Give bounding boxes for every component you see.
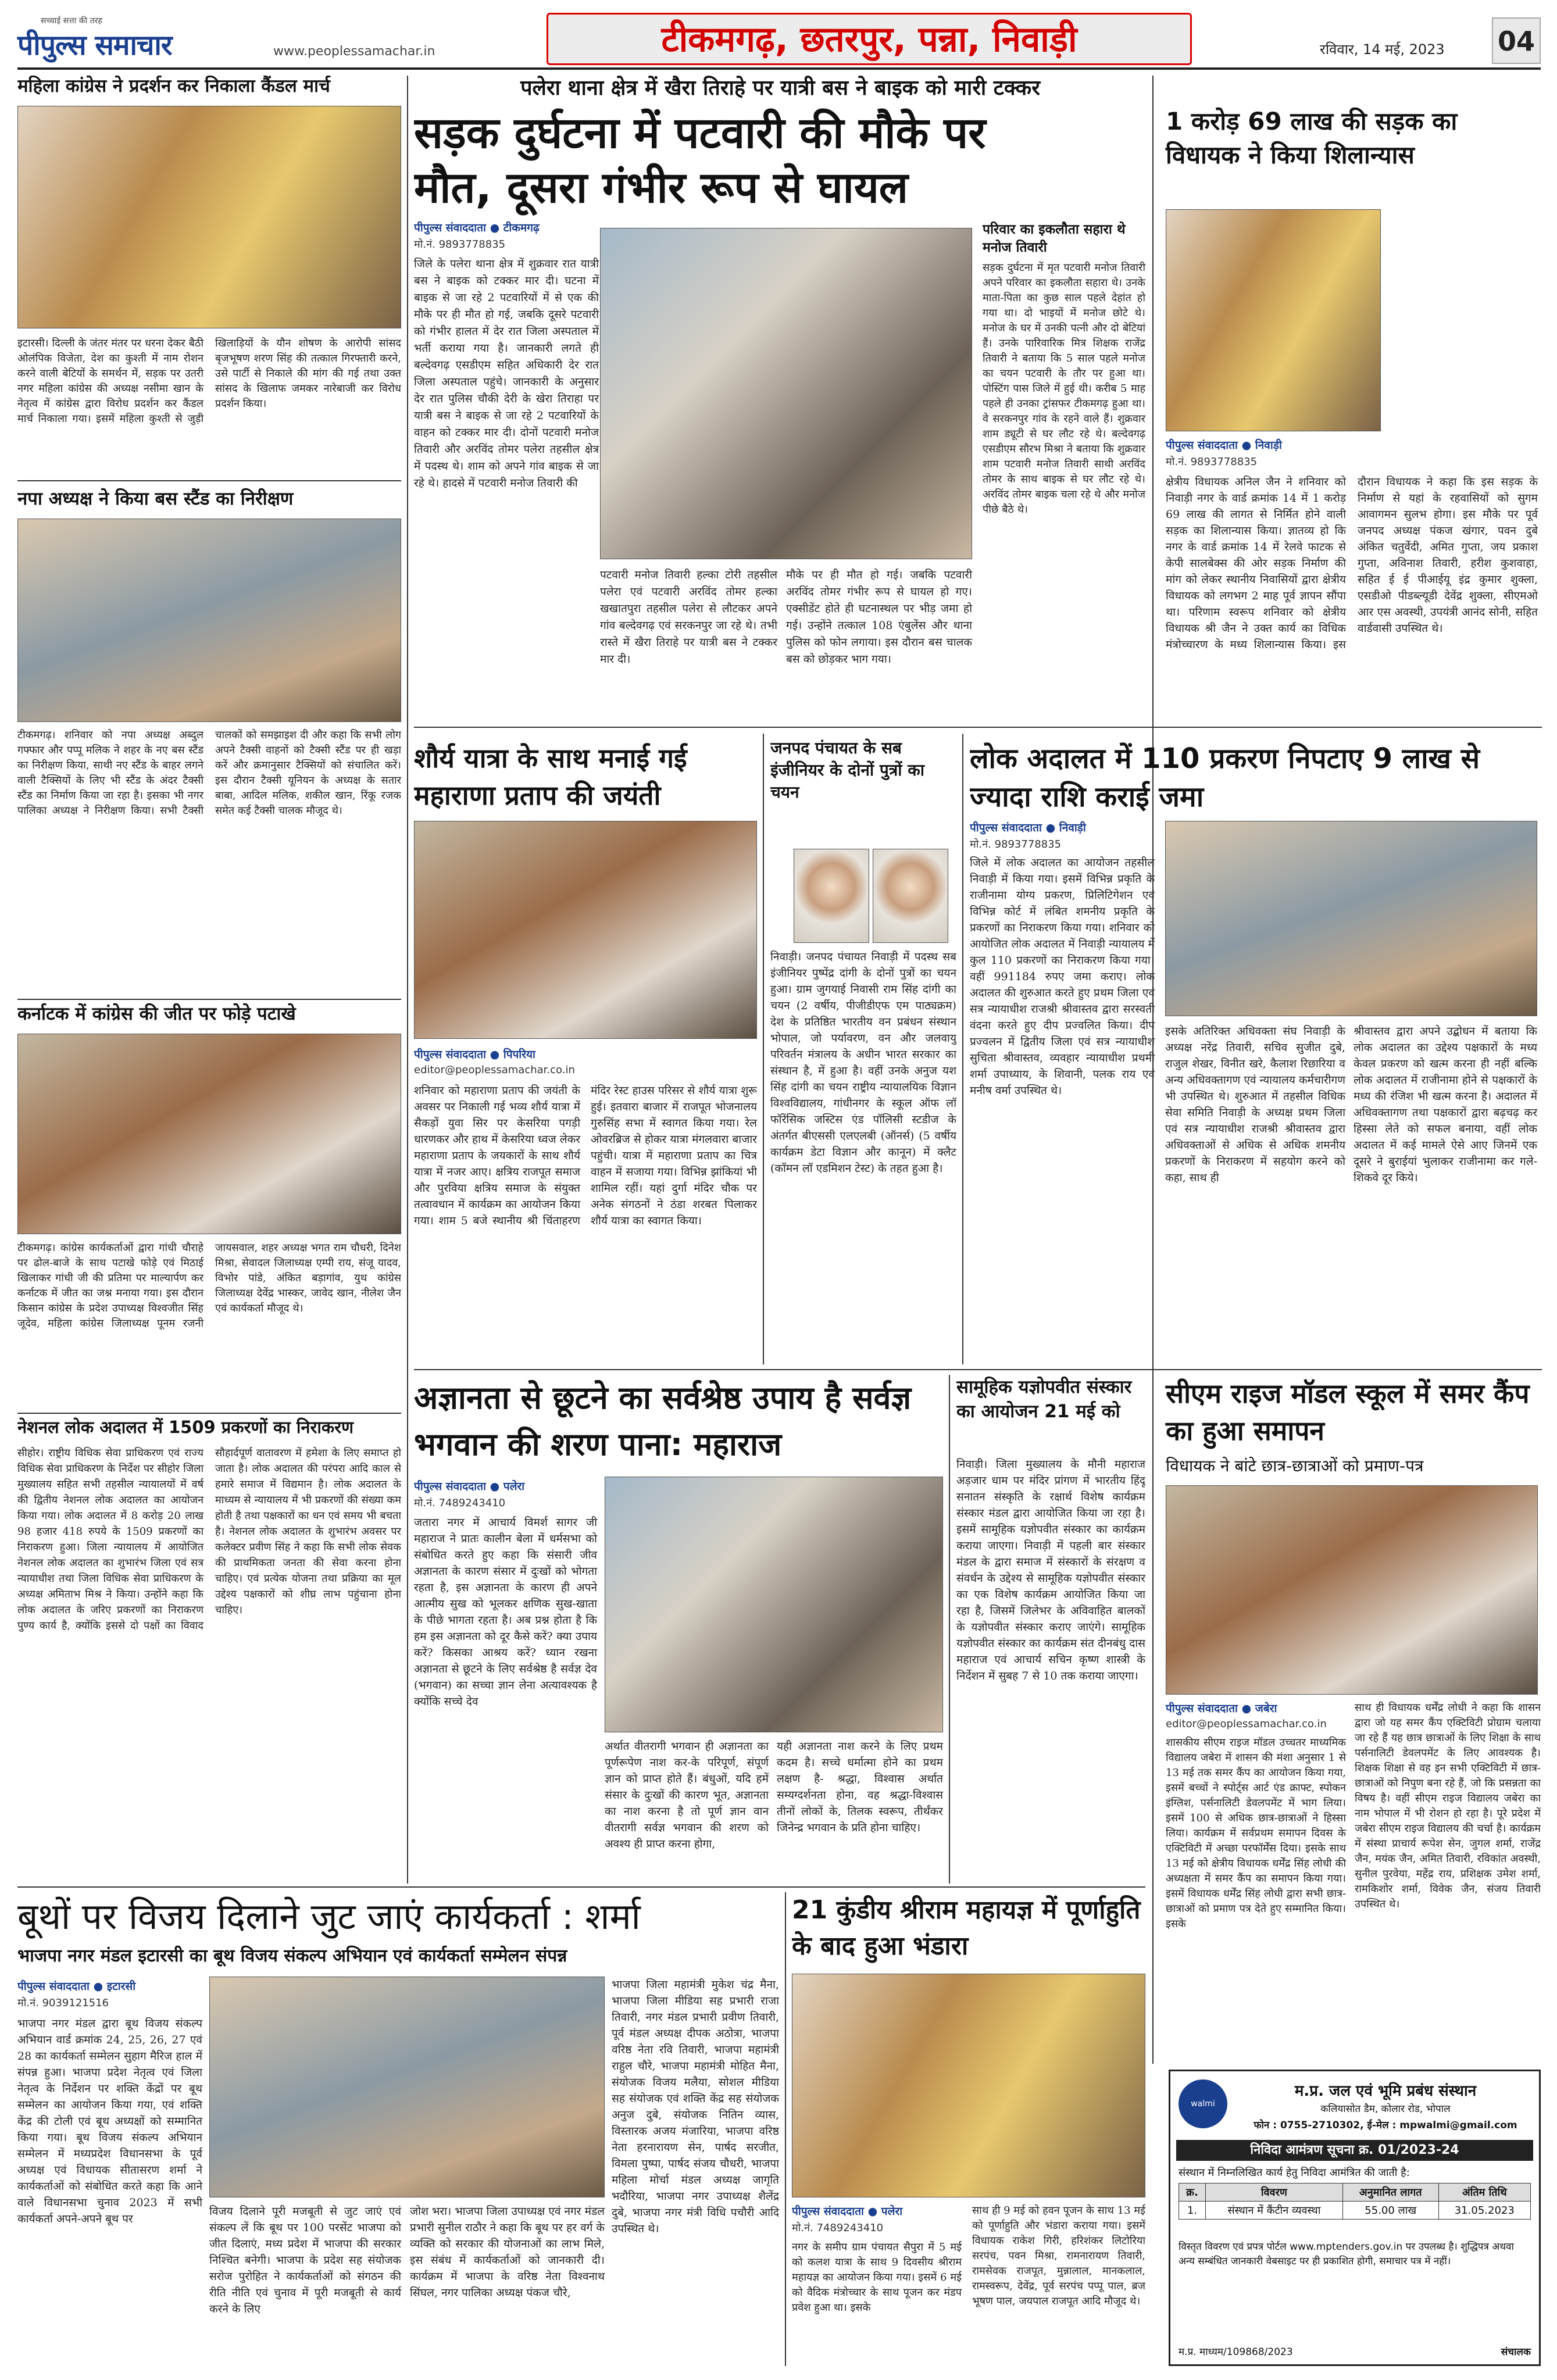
divider [17,1886,1145,1888]
table-cell: 55.00 लाख [1342,2202,1438,2220]
credit-place: निवाड़ी [1255,439,1282,452]
agyanta-mobile: मो.नं. 7489243410 [414,1497,506,1509]
story-cm-rise [1160,1375,1541,2064]
lead-col-2: पटवारी मनोज तिवारी हल्का टोरी तहसील पलेरा एवं पटवारी अरविंद तोमर हल्का खखातपुरा तहसील पलेरा से लौटकर अपने गांव बल्देवगढ़ एवं सरकनपुर जा रहे थे। तभी रास्ते में खैरा तिराहे पर यात्री बस ने टक्कर मार दी। [600,569,777,666]
credit-label: पीपुल्स संवाददाता [414,221,486,234]
booth-col-2: विजय दिलाने पूरी मजबूती से जुट जाएं एवं संकल्प लें कि बूथ पर 100 परसेंट भाजपा को जीत दिलाएं, मध्य प्रदेश में भाजपा की सरकार निश्चित बनेगी। भाजपा के प्रदेश सह संयोजक सरोज पुरोहित ने कार्यकर्ताओं को संगठन की रीति नीति एवं चुनाव में पूरी मजबूती से कार्य करने के लिए [209,2205,401,2315]
story-road-foundation-text: क्षेत्रीय विधायक अनिल जैन ने शनिवार को निवाड़ी नगर के वार्ड क्रमांक 14 में 1 करोड़ 69 लाख की लागत से निर्मित होने वाली सड़क का शिलान्यास किया। ज्ञातव्य हो कि नगर के वार्ड क्रमांक 14 में रेलवे फाटक से केपी सालबेक्स की ओर सड़क निर्माण की मांग को लेकर स्थानीय निवासियों द्वारा क्षेत्रीय विधायक को लगभग 2 माह पूर्व ज्ञापन सौंपा था। परिणाम स्वरूप शनिवार को क्षेत्रीय विधायक श्री जैन ने उक्त कार्य का विधिक मंत्रोच्चारण के मध्य शिलान्यास किया। इस दौरान विधायक ने कहा कि इस सड़क के निर्माण से यहां के रहवासियों को सुगम आवागमन सुलभ होगा। इस मौके पर पूर्व जनपद अध्यक्ष पंकज खंगार, पवन दुबे अंकित चतुर्वेदी, अमित गुप्ता, जय प्रकाश गुप्ता, अविनाश तिवारी, हरीश कुशवाहा, सहित ई ई पीआईयू इंद्र कुमार शुक्ला, एसडीओ पीडब्ल्यूडी देवेंद्र शुक्ला, सीएमओ आर एस अवस्थी, उपयंत्री आनंद सोनी, सहित वार्डवासी उपस्थित थे। [1166,476,1538,651]
story-candle-march-title: महिला कांग्रेस ने प्रदर्शन कर निकाला कैंडल मार्च [17,76,330,97]
agyanta-col-3: यही अज्ञानता नाश करने के लिए प्रथम कदम है। सच्चे धर्मात्मा होने का प्रथम लक्षण है- श्रद्धा, विश्वास अर्थात सम्यग्दर्शनता होना, वह श्रद्धा-विश्वास तीनों लोकों के, तिलक स्वरूप, तीर्थंकर जिनेन्द्र भगवान के प्रति होना चाहिए। [777,1740,943,1834]
story-kundiya-title: 21 कुंडीय श्रीराम महायज्ञ में पूर्णाहुति के बाद हुआ भंडारा [792,1895,1141,1961]
lead-story [414,76,1147,721]
agyanta-col-1: जतारा नगर में आचार्य विमर्श सागर जी महाराज ने प्रातः कालीन बेला में धर्मसभा को संबोधित करते हुए कहा कि संसारी जीव अज्ञानता के कारण संसार में दुःखों को भोगता रहता है, इस अज्ञानता के कारण ही अपने आत्मीय सुख को भूलकर क्षणिक सुख-खाता के पीछे भागता रहता है। अब प्रश्न होता है कि हम इस अज्ञानता को दूर कैसे करें? क्या उपाय करें? किसका आश्रय करें? ध्यान रखना अज्ञानता से छूटने के लिए सर्वश्रेष्ठ है सर्वज्ञ देव (भगवान) का सच्चा ज्ञान लेना अत्यावश्यक है क्योंकि सच्चे देव [414,1516,597,1708]
lok-credit: पीपुल्स संवाददाता ● निवाड़ी [970,821,1086,834]
kundiya-col-2: साथ ही 9 मई को हवन पूजन के साथ 13 मई को पूर्णाहुति और भंडारा कराया गया। इसमें विधायक राकेश गिरी, हरिशंकर लिटोरिया सरपंच, पवन मिश्रा, रामनारायण तिवारी, रामसेवक राजपूत, मुन्नालाल, मानकलाल, रामस्वरूप, देवेंद्र, पूर्व सरपंच पप्पू पाल, ब्रज भूषण पाल, जयपाल राजपूत आदि मौजूद थे। [972,2204,1145,2307]
table-header-cell: विवरण [1205,2184,1342,2202]
booth-col-1: भाजपा नगर मंडल द्वारा बूथ विजय संकल्प अभियान वार्ड क्रमांक 24, 25, 26, 27 एवं 28 का कार्यकर्ता सम्मेलन सुहाग मैरिज हाल में संपन्न हुआ। भाजपा प्रदेश नेतृत्व एवं जिला नेतृत्व के निर्देशन पर शक्ति केंद्रों पर बूथ सम्मेलन का आयोजन किया गया, एवं शक्ति केंद्र की टोली एवं बूथ अध्यक्षों को सम्मानित किया गया। बूथ विजय संकल्प अभियान सम्मेलन में मध्यप्रदेश विधानसभा के पूर्व अध्यक्ष एवं विधायक सीतासरण शर्मा ने कार्यकर्ताओं को संबोधित करते कहा कि आने वाले विधानसभा चुनाव 2023 में सभी कार्यकर्ता अपने-अपने बूथ पर [17,2017,202,2225]
story-road-foundation-title: 1 करोड़ 69 लाख की सड़क का विधायक ने किया शिलान्यास [1166,107,1458,169]
divider [17,1413,401,1414]
divider [17,480,401,481]
photo-karnataka [17,1034,401,1234]
booth-credit: पीपुल्स संवाददाता ● इटारसी [17,1980,136,1993]
story-bus-stand-text: टीकमगढ़। शनिवार को नपा अध्यक्ष अब्दुल गफ्फार और पप्पू मलिक ने शहर के नए बस स्टैंड का निरीक्षण किया, साथी नए स्टैंड के बाहर लगने वाली टैक्सियों के लिए भी स्टैंड के अंदर टैक्सी स्टैंड का निर्माण किया जा रहा है। इसका भी नगर पालिका अध्यक्ष ने निरीक्षण किया। सभी टैक्सी चालकों को समझाइश दी और कहा कि सभी लोग अपने टैक्सी वाहनों को टैक्सी स्टैंड पर ही खड़ा करें और क्रमानुसार टैक्सियों को संचालित करें। इस दौरान टैक्सी यूनियन के अध्यक्ष के सतार बाबा, आदिल मलिक, शकील खान, रिंकू रजक समेत कई टैक्सी चालक मौजूद थे। [17,729,401,817]
masthead [17,12,1541,70]
table-header-cell: अनुमानित लागत [1342,2184,1438,2202]
column-rule [949,1375,950,1884]
photo-road-foundation [1166,209,1381,431]
photo-shaurya-yatra [414,821,757,1039]
booth-mobile: मो.नं. 9039121516 [17,1997,109,2009]
lead-sidebar-title: परिवार का इकलौता सहारा थे मनोज तिवारी [983,222,1126,255]
photo-candle-march [17,106,401,328]
edition-title: टीकमगढ़, छतरपुर, पन्ना, निवाड़ी [661,19,1077,60]
credit-label: पीपुल्स संवाददाता [414,1480,486,1493]
logo-name: पीपुल्स समाचार [17,29,172,62]
story-karnataka-title: कर्नाटक में कांग्रेस की जीत पर फोड़े पटाखे [17,1003,296,1024]
newspaper-logo [17,15,262,66]
story-bus-stand-title: नपा अध्यक्ष ने किया बस स्टैंड का निरीक्षण [17,488,294,509]
ad-organization: म.प्र. जल एवं भूमि प्रबंध संस्थान [1294,2082,1477,2100]
story-cm-rise-title: सीएम राइज मॉडल स्कूल में समर कैंप का हुआ समापन [1166,1378,1530,1446]
story-janpad-text: निवाड़ी। जनपद पंचायत निवाड़ी में पदस्थ सब इंजीनियर पुष्पेंद्र दांगी के दोनों पुत्रों का चयन हुआ। ग्राम जुगयाई निवासी राम सिंह दांगी का चयन (2 वर्षीय, पीजीडीएफ एम पाठ्यक्रम) देश के प्रतिष्ठित भारतीय वन प्रबंधन संस्थान भोपाल, जो पर्यावरण, वन और जलवायु परिवर्तन मंत्रालय के अधीन भारत सरकार का संस्थान है, में हुआ है। वहीं उनके अनुज यश सिंह दांगी का चयन राष्ट्रीय न्यायालयिक विज्ञान विश्वविद्यालय, गांधीनगर के स्कूल ऑफ लॉ फॉरेंसिक जस्टिस एंड पॉलिसी स्टडीज के अंतर्गत बीएससी एलएलबी (ऑनर्स) (5 वर्षीय कार्यक्रम डेटा विज्ञान और कानून) में क्लैट (कॉमन लॉ एडमिशन टेस्ट) के तहत हुआ है। [770,950,956,1175]
ad-notice-banner: निविदा आमंत्रण सूचना क्र. 01/2023-24 [1176,2140,1533,2161]
story-janpad [770,734,956,1364]
cm-rise-email: editor@peoplessamachar.co.in [1166,1718,1327,1730]
story-national-lok-adalat-text: सीहोर। राष्ट्रीय विधिक सेवा प्राधिकरण एवं राज्य विधिक सेवा प्राधिकरण के निर्देश पर सीहोर जिला मुख्यालय सहित सभी तहसील न्यायालयों में वर्ष की द्वितीय नेशनल लोक अदालत का आयोजन किया गया। लोक अदालत में 8 करोड़ 20 लाख 98 हजार 418 रुपये के 1509 प्रकरणों का निराकरण हुआ। जिला न्यायालय में आयोजित नेशनल लोक अदालत का शुभारंभ जिला एवं सत्र न्यायाधीश तथा जिला विधिक सेवा प्राधिकरण के अध्यक्ष अमिताभ मिश्र ने किया। उन्होंने कहा कि लोक अदालत के जरिए प्रकरणों का निराकरण पुण्य कार्य है, क्योंकि इससे दो पक्षों का विवाद सौहार्दपूर्ण वातावरण में हमेशा के लिए समाप्त हो जाता है। लोक अदालत की परंपरा आदि काल से हमारे समाज में विद्यमान है। लोक अदालत के माध्यम से न्यायालय में भी प्रकरणों की संख्या कम होती है तथा पक्षकारों का धन एवं समय भी बचता है। नेशनल लोक अदालत के शुभारंभ अवसर पर कलेक्टर प्रवीण सिंह ने कहा कि सभी लोक सेवक की प्राथमिकता जनता की सेवा करना होना चाहिए। एवं प्रत्येक योजना तथा प्रक्रिया का मूल उद्देश्य पक्षकारों को शीघ्र लाभ पहुंचाना होना चाहिए। [17,1447,401,1632]
credit-label: पीपुल्स संवाददाता [970,821,1042,834]
ad-reference: म.प्र. माध्यम/109868/2023 [1179,2346,1293,2358]
story-candle-march-text: इटारसी। दिल्ली के जंतर मंतर पर धरना देकर बैठी ओलंपिक विजेता, देश का कुश्ती में नाम रोशन करने वाली बेटियों के समर्थन में, सड़क पर उतरी नगर महिला कांग्रेस की अध्यक्ष नसीमा खान के नेतृत्व में कांग्रेस द्वारा विरोध प्रदर्शन कर कैंडल मार्च निकाला गया। इसमें महिला कुश्ती से जुड़ी खिलाड़ियों के यौन शोषण के आरोपी सांसद बृजभूषण शरण सिंह की तत्काल गिरफ्तारी करने, उसे पार्टी से निकाले की मांग की गई तथा उक्त सांसद के खिलाफ जमकर नारेबाजी कर विरोध प्रदर्शन किया। [17,337,401,425]
credit-place: टीकमगढ़ [503,221,540,234]
story-booth-subtitle: भाजपा नगर मंडल इटारसी का बूथ विजय संकल्प अभियान एवं कार्यकर्ता सम्मेलन संपन्न [17,1946,567,1966]
lead-headline: सड़क दुर्घटना में पटवारी की मौके पर मौत, दूसरा गंभीर रूप से घायल [414,108,986,213]
logo-tagline: सच्चाई सत्ता की तरह [41,16,102,26]
tender-advertisement [1169,2070,1541,2366]
column-rule [962,734,963,1364]
ad-lead-text: संस्थान में निम्नलिखित कार्य हेतु निविदा आमंत्रित की जाती है: [1179,2167,1410,2179]
lok-col-2: इसके अतिरिक्त अधिवक्ता संघ निवाड़ी के अध्यक्ष नरेंद्र तिवारी, सचिव सुजीत दुबे, राजुल शेखर, विनीत खरे, कैलाश रिछारिया व अन्य अधिवक्तागण एवं न्यायालय कर्मचारीगण भी उपस्थित थे। शुरुआत में तहसील विधिक सेवा समिति निवाड़ी के अध्यक्ष प्रथम जिला एवं सत्र न्यायाधीश राजश्री श्रीवास्तव द्वारा अधिवक्ताओं से अधिक से अधिक शमनीय प्रकरणों के निराकरण में सहयोग करने को कहा, साथ ही [1165,1025,1345,1184]
photo-summer-camp [1166,1485,1538,1695]
credit-label: पीपुल्स संवाददाता [792,2205,864,2218]
story-national-lok-adalat-title: नेशनल लोक अदालत में 1509 प्रकरणों का निराकरण [17,1417,353,1437]
story-booth-title: बूथों पर विजय दिलाने जुट जाएं कार्यकर्ता : शर्मा [17,1895,641,1938]
left-column [17,76,401,1413]
cm-rise-col-1: शासकीय सीएम राइज मॉडल उच्चतर माध्यमिक विद्यालय जबेरा में शासन की मंशा अनुसार 1 से 13 मई तक समर कैंप का आयोजन किया गया, इसमें बच्चों ने स्पोर्ट्स आर्ट एंड क्राफ्ट, स्पोकन इंग्लिश, पर्सनालिटी डेवलपमेंट में भाग लिया। इसमें 100 से अधिक छात्र-छात्राओं ने हिस्सा लिया। कार्यक्रम में सर्वप्रथम समापन दिवस के एक्टिविटी में अच्छा परफॉर्मेंस दिया। इसके साथ 13 मई को क्षेत्रीय विधायक धर्मेंद्र सिंह लोधी की अध्यक्षता में समर कैंप का समापन किया गया। इसमें विधायक धर्मेंद्र सिंह लोधी द्वारा सभी छात्र-छात्राओं को प्रमाण पत्र देते हुए सम्मानित किया। इसके [1166,1736,1346,1930]
story-kundiya [792,1892,1145,2366]
photo-accident [600,228,972,559]
credit-place: निवाड़ी [1059,821,1086,834]
ad-signatory: संचालक [1501,2346,1531,2358]
photo-lok-adalat [1165,821,1537,1016]
credit-label: पीपुल्स संवाददाता [17,1980,90,1993]
ad-address: कलियासोत डैम, कोलार रोड, भोपाल [1320,2103,1451,2115]
story-shaurya-text: शनिवार को महाराणा प्रताप की जयंती के अवसर पर निकाली गई भव्य शौर्य यात्रा में सैकड़ों युवा सिर पर केसरिया पगड़ी धारणकर और हाथ में केसरिया ध्वज लेकर महाराणा प्रताप के जयकारों के साथ शौर्य यात्रा में नजर आए। क्षत्रिय राजपूत समाज और पुरविया क्षत्रिय समाज के संयुक्त तत्वावधान में कार्यक्रम का आयोजन किया गया। शाम 5 बजे स्थानीय श्री चिंताहरण मंदिर रेस्ट हाउस परिसर से शौर्य यात्रा शुरू हुई। इतवारा बाजार में राजपूत भोजनालय गुरुसिंह सभा में स्वागत किया गया। रेल ओवरब्रिज से होकर यात्रा मंगलवारा बाजार पहुंची। यात्रा में महाराणा प्रताप का चित्र वाहन में सजाया गया। विभिन्न झांकियां भी शामिल रहीं। यहां दुर्गा मंदिर चौक पर अनेक संगठनों ने ठंडा शरबत पिलाकर शौर्य यात्रा का स्वागत किया। [414,1084,757,1227]
kundiya-col-1: नगर के समीप ग्राम पंचायत सैपुरा में 5 मई को कलश यात्रा के साथ 9 दिवसीय श्रीराम महायज्ञ का आयोजन किया गया। इसमें 6 मई को वैदिक मंत्रोच्चार के साथ पूजन कर मंडप प्रवेश हुआ था। इसके [792,2241,962,2314]
booth-col-4: भाजपा जिला महामंत्री मुकेश चंद्र मैना, भाजपा जिला मीडिया सह प्रभारी राजा तिवारी, नगर मंडल प्रभारी प्रवीण तिवारी, पूर्व मंडल अध्यक्ष दीपक अठोत्रा, भाजपा वरिष्ठ नेता रवि तिवारी, भाजपा महामंत्री राहुल चौरे, भाजपा महामंत्री मोहित मैना, संयोजक विजय मलैया, सोशल मीडिया सह संयोजक एवं शक्ति केंद्र सह संयोजक अनुज दुबे, संयोजक नितिन व्यास, विस्तारक अजय मंजारिया, भाजपा वरिष्ठ नेता हरनारायण सेन, पार्षद सरजीत, विमला पुष्पा, पार्षद संजय चौधरी, भाजपा महिला मोर्चा मंडल अध्यक्ष जागृति भदौरिया, भाजपा नगर उपाध्यक्ष शैलेंद्र दुबे, भाजपा नगर मंत्री विधि पचौरी आदि उपस्थित थे। [612,1978,779,2235]
story-lok-adalat [970,734,1541,1364]
story-agyanta-title: अज्ञानता से छूटने का सर्वश्रेष्ठ उपाय है सर्वज्ञ भगवान की शरण पाना: महाराज [414,1380,912,1463]
road-mobile: मो.नं. 9893778835 [1166,456,1258,468]
lead-sidebar-text: सड़क दुर्घटना में मृत पटवारी मनोज तिवारी अपने परिवार का इकलौता सहारा थे। उनके माता-पिता का कुछ साल पहले देहांत हो गया था। दो भाइयों में मनोज छोटे थे। मनोज के घर में उनकी पत्नी और दो बेटियां हैं। उनके पारिवारिक मित्र शिक्षक राजेंद्र तिवारी ने बताया कि 5 साल पहले मनोज का चयन पटवारी के तौर पर हुआ था। पोस्टिंग पास जिले में हुई थी। करीब 5 माह पहले ही उनका ट्रांसफर टीकमगढ़ हुआ था। वे सरकनपुर गांव के रहने वाले हैं। शुक्रवार शाम ड्यूटी से घर लौट रहे थे। बल्देवगढ़ एसडीएम सौरभ मिश्रा ने बताया कि शुक्रवार शाम पटवारी मनोज तिवारी साथी अरविंद तोमर के साथ बाइक से घर लौट रहे थे। अरविंद तोमर बाइक चला रहे थे और मनोज पीछे बैठे थे। [983,262,1145,516]
shaurya-credit: पीपुल्स संवाददाता ● पिपरिया [414,1048,535,1061]
edition-banner [547,13,1192,65]
photo-bus-stand [17,519,401,722]
story-lok-adalat-title: लोक अदालत में 110 प्रकरण निपटाए 9 लाख से ज्यादा राशि कराई जमा [970,742,1480,813]
story-booth [17,1892,779,2366]
table-row [1179,2202,1531,2220]
table-header-cell: अंतिम तिथि [1438,2184,1530,2202]
lead-kicker: पलेरा थाना क्षेत्र में खैरा तिराहे पर यात्री बस ने बाइक को मारी टक्कर [520,76,1040,100]
story-national-lok-adalat [17,1413,401,1884]
road-credit: पीपुल्स संवाददाता ● निवाड़ी [1166,439,1282,452]
credit-place: पलेरा [881,2205,903,2218]
column-rule [763,734,764,1364]
photo-son-2 [873,849,948,943]
column-rule [785,1892,786,2366]
lead-col-1: जिले के पलेरा थाना क्षेत्र में शुक्रवार रात यात्री बस ने बाइक को टक्कर मार दी। घटना में बाइक से जा रहे 2 पटवारियों में से एक की मौके पर ही मौत हो गई, जबकि दूसरे पटवारी को गंभीर हालत में देर रात जिला अस्पताल में भर्ती कराया गया है। जानकारी लगते ही बल्देवगढ़ एसडीएम सहित अधिकारी देर रात जिला अस्पताल पहुंचे। जानकारी के अनुसार देर रात पुलिस चौकी देरी के खेरा तिराहा पर यात्री बस ने बाइक से जा रहे 2 पटवारियों के वाहन को टक्कर मार दी। दोनों पटवारी मनोज तिवारी और अरविंद तोमर पलेरा तहसील क्षेत्र में पदस्थ थे। शाम को अपने गांव बाइक से जा रहे थे। हादसे में पटवारी मनोज तिवारी की [414,258,599,489]
story-janpad-title: जनपद पंचायत के सब इंजीनियर के दोनों पुत्रों का चयन [770,738,925,802]
cm-rise-credit: पीपुल्स संवाददाता ● जबेरा [1166,1702,1277,1715]
lok-mobile: मो.नं. 9893778835 [970,838,1062,850]
cm-rise-col-2: साथ ही विधायक धर्मेंद्र लोधी ने कहा कि शासन द्वारा जो यह समर कैंप एक्टिविटी प्रोग्राम चलाया जा रहे हैं यह छात्र छात्राओं के लिए शिक्षा के साथ पर्सनालिटी डेवलपमेंट के लिए आवश्यक है। शिक्षक शिक्षा से वह इन सभी एक्टिविटी में छात्र-छात्राओं को निपुण बना रहे हैं, जो कि प्रसन्नता का विषय है। वहीं सीएम राइज विद्यालय जबेरा का नाम भोपाल में भी रोशन हो रहा है। पूरे प्रदेश में जबेरा सीएम राइज विद्यालय की चर्चा है। कार्यक्रम में संस्था प्राचार्य रूपेश सेन, जुगल शर्मा, राजेंद्र जैन, मयंक जैन, अमित तिवारी, रविकांत अवस्थी, सुनील पुरवेया, महेंद्र राय, प्रशिक्षक उमेश शर्मा, रामकिशोर शर्मा, विवेक जैन, संजय तिवारी उपस्थित थे। [1355,1702,1541,1910]
lead-col-3: मौके पर ही मौत हो गई। जबकि पटवारी अरविंद तोमर गंभीर रूप से घायल हो गए। एक्सीडेंट होते ही घटनास्थल पर भीड़ जमा हो गई। उन्होंने तत्काल 108 एंबुलेंस और थाना पुलिस को फोन लगाया। इस दौरान बस चालक बस को छोड़कर भाग गया। [786,569,972,666]
booth-col-3: जोश भरा। भाजपा जिला उपाध्यक्ष एवं नगर मंडल प्रभारी सुनील राठौर ने कहा कि बूथ पर हर वर्ग के व्यक्ति को सरकार की योजनाओं का लाभ मिले, इस संबंध में कार्यकर्ताओं को जानकारी दी। कार्यक्रम में भाजपा के वरिष्ठ नेता विश्वनाथ सिंघल, नगर पालिका अध्यक्ष पंकज चौरे, [410,2205,605,2299]
table-header-cell: क्र. [1179,2184,1206,2202]
credit-place: पिपरिया [503,1048,535,1061]
photo-booth-meeting [209,1977,605,2197]
kundiya-mobile: मो.नं. 7489243410 [792,2222,884,2234]
lok-col-3: श्रीवास्तव द्वारा अपने उद्बोधन में बताया कि लोक अदालत का उद्देश्य पक्षकारों के मध्य केवल प्रकरण को खत्म करना ही नहीं बल्कि लोक अदालत में राजीनामा होने से पक्षकारों के मध्य की रंजिश भी खत्म करना है। अदालत में अधिवक्तागण तथा पक्षकारों द्वारा बढ़चढ़ कर हिस्सा लेते को सफल बनाया, वहीं लोक अदालत में कई मामले ऐसे आए जिनमें एक दूसरे ने बुराईयां भुलाकर राजीनामा कर गले-शिकवे दूर किये। [1354,1025,1537,1184]
credit-place: जबेरा [1255,1702,1277,1715]
table-cell: संस्थान में कैंटीन व्यवस्था [1205,2202,1342,2220]
table-cell: 31.05.2023 [1438,2202,1530,2220]
photo-mahayagya [792,1974,1145,2197]
divider [414,727,1542,728]
column-rule [407,76,408,1884]
table-header-row [1179,2184,1531,2202]
story-yagyopavit-title: सामूहिक यज्ञोपवीत संस्कार का आयोजन 21 मई को [956,1377,1132,1422]
credit-label: पीपुल्स संवाददाता [1166,439,1238,452]
credit-label: पीपुल्स संवाददाता [1166,1702,1238,1715]
agyanta-credit: पीपुल्स संवाददाता ● पलेरा [414,1480,525,1493]
table-cell: 1. [1179,2202,1206,2220]
ad-tender-table [1179,2183,1531,2220]
ad-contact: फोन : 0755-2710302, ई-मेल : mpwalmi@gmail.com [1254,2120,1517,2131]
agyanta-col-2: अर्थात वीतरागी भगवान ही अज्ञानता का पूर्णरूपेण नाश कर-के परिपूर्ण, संपूर्ण ज्ञान को प्राप्त होते हैं। बंधुओं, यदि हमें संसार के दुःखों की कारण भूत, अज्ञानता का नाश करना है तो पूर्ण ज्ञान वान वीतरागी सर्वज्ञ भगवान की शरण को अवश्य ही प्राप्त करना होगा, [605,1740,769,1850]
story-shaurya-title: शौर्य यात्रा के साथ मनाई गई महाराणा प्रताप की जयंती [414,742,687,811]
lok-col-1: जिले में लोक अदालत का आयोजन तहसील निवाड़ी में किया गया। इसमें विभिन्न प्रकृति के राजीनामा योग्य प्रकरण, प्रिलिटिगेशन एवं विभिन्न कोर्ट में लंबित शमनीय प्रकृति के प्रकरणों का निराकरण किया गया। शनिवार को आयोजित लोक अदालत में निवाड़ी न्यायालय में कुल 110 प्रकरणों का निराकरण किया गया। वहीं 991184 रुपए जमा कराए। लोक अदालत की शुरुआत करते हुए प्रथम जिला एवं सत्र न्यायाधीश राजश्री श्रीवास्तव द्वारा सरस्वती वंदना करते हुए दीप प्रज्वलित किया। दीप प्रज्वलन में द्वितीय जिला एवं सत्र न्यायाधीश सुचिता श्रीवास्तव, व्यवहार न्यायाधीश प्रथमी शर्मा उपाध्याय, के शिवानी, पलक राय एवं मनीष वर्मा उपस्थित थे। [970,856,1155,1097]
photo-son-1 [794,849,869,943]
walmi-logo: walmi [1179,2079,1227,2128]
story-cm-rise-subtitle: विधायक ने बांटे छात्र-छात्राओं को प्रमाण-पत्र [1166,1456,1424,1475]
shaurya-email: editor@peoplessamachar.co.in [414,1064,575,1076]
dateline: रविवार, 14 मई, 2023 [1320,41,1445,58]
kundiya-credit: पीपुल्स संवाददाता ● पलेरा [792,2205,903,2218]
lead-credit: पीपुल्स संवाददाता ● टीकमगढ़ [414,221,540,234]
story-karnataka-text: टीकमगढ़। कांग्रेस कार्यकर्ताओं द्वारा गांधी चौराहे पर ढोल-बाजे के साथ पटाखे फोड़े एवं मिठाई खिलाकर गांधी जी की प्रतिमा पर माल्यार्पण कर कर्नाटक में जीत का जश्न मनाया गया। इस दौरान किसान कांग्रेस के प्रदेश उपाध्यक्ष विश्वजीत सिंह जूदेव, महिला कांग्रेस जिलाध्यक्ष पूनम रजनी जायसवाल, शहर अध्यक्ष भगत राम चौधरी, दिनेश मिश्रा, सेवादल जिलाध्यक्ष एम्पी राय, संजू यादव, विभोर पांडे, अंकित बड़ागांव, युथ कांग्रेस जिलाध्यक्ष देवेंद्र भास्कर, जावेद खान, नीलेश जैन एवं कार्यकर्ता मौजूद थे। [17,1242,401,1330]
divider [414,1369,1542,1370]
story-road-foundation [1160,76,1541,721]
story-yagyopavit-text: निवाड़ी। जिला मुख्यालय के मौनी महाराज अड़जार धाम पर मंदिर प्रांगण में भारतीय हिंदू सनातन संस्कृति के रक्षार्थ विशेष कार्यक्रम संस्कार मंडल द्वारा आयोजित किया जा रहा है। इसमें सामूहिक यज्ञोपवीत संस्कार का कार्यक्रम कराया जाएगा। निवाड़ी में पहली बार संस्कार मंडल के द्वारा समाज में संस्कारों के संरक्षण व संवर्धन के उद्देश्य से सामूहिक यज्ञोपवीत संस्कार का एक विशेष कार्यक्रम आयोजित किया जा रहा है, जिसमें जिलेभर के अविवाहित बालकों के यज्ञोपवीत संस्कार कराए जाएंगे। सामूहिक यज्ञोपवीत संस्कार का कार्यक्रम संत दीनबंधु दास महाराज एवं आचार्य सचिन कृष्ण शास्त्री के निर्देशन में सुबह 7 से 10 तक कराया जाएगा। [956,1458,1145,1682]
credit-place: पलेरा [503,1480,525,1493]
photo-maharaj [605,1477,943,1732]
credit-place: इटारसी [106,1980,136,1993]
story-shaurya-yatra [414,734,757,1364]
website-url: www.peoplessamachar.in [273,44,435,59]
divider [17,999,401,1000]
story-yagyopavit [956,1375,1145,1881]
credit-label: पीपुल्स संवाददाता [414,1048,486,1061]
page-number: 04 [1492,17,1541,64]
lead-mobile: मो.नं. 9893778835 [414,238,506,251]
story-agyanta [414,1375,943,1881]
ad-footer-text: विस्तृत विवरण एवं प्रपत्र पोर्टल www.mptenders.gov.in पर उपलब्ध है। शुद्धिपत्र अथवा अन्य सम्बंधित जानकारी वेबसाइट पर ही प्रकाशित होगी, समाचार पत्र में नहीं। [1179,2241,1514,2267]
